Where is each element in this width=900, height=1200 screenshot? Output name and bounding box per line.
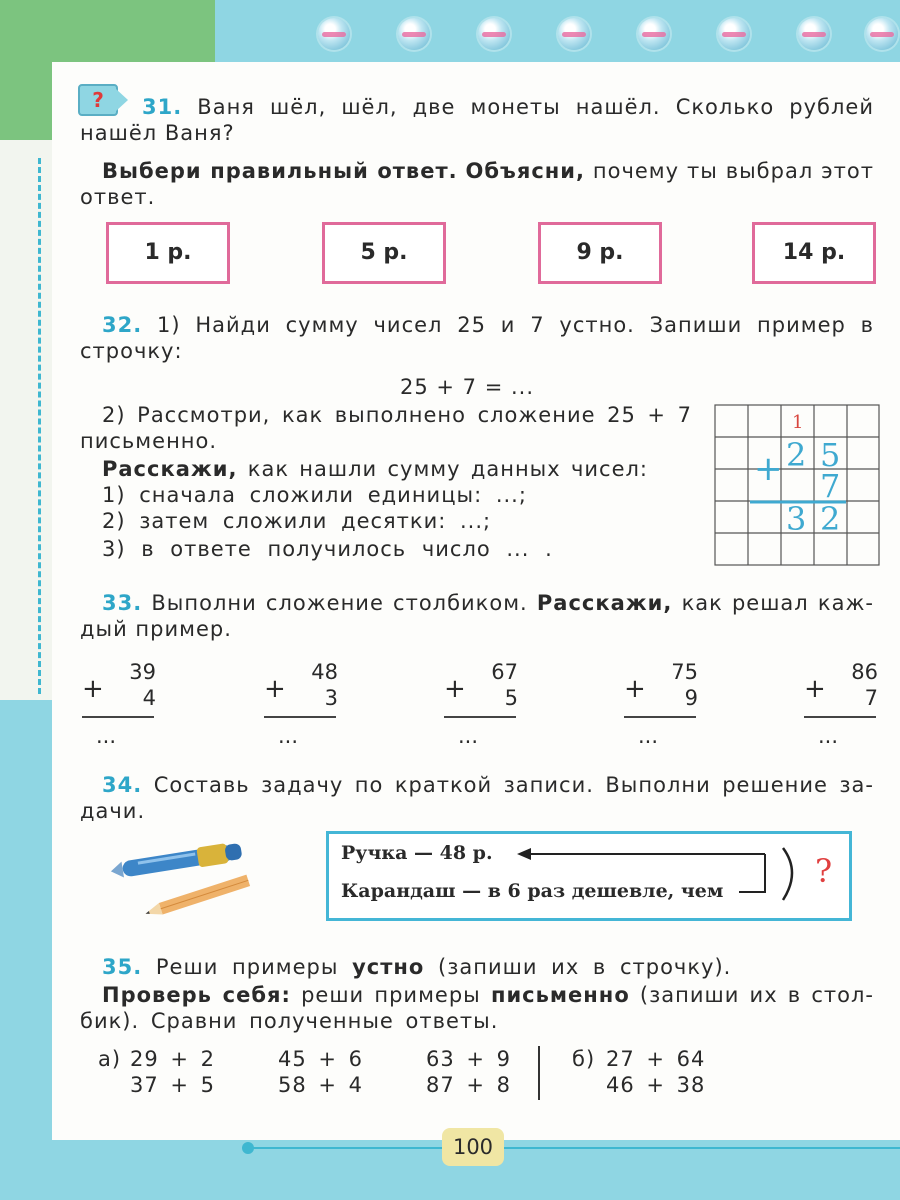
- ex35-line1: 35. Реши примеры устно (запиши их в строчку).: [102, 955, 732, 979]
- grid-result-tens: 3: [786, 500, 807, 538]
- ex31-line1: 31. Ваня шёл, шёл, две монеты нашёл. Сколько рублей: [142, 95, 874, 119]
- grid-result-units: 2: [820, 500, 841, 538]
- ex35-a3: 45 + 6: [278, 1047, 364, 1071]
- ex35-a4: 58 + 4: [278, 1073, 364, 1097]
- ex32-part2-line1: 2) Рассмотри, как выполнено сложение 25 + 7: [102, 403, 692, 427]
- answer-option-2[interactable]: 5 р.: [322, 222, 446, 284]
- grid-top-units: 5: [820, 436, 841, 474]
- ex32-line2: строчку:: [80, 339, 183, 363]
- carry-digit: 1: [792, 412, 804, 433]
- ex32-tell: Расскажи, как нашли сумму данных чисел:: [102, 457, 648, 481]
- grid-top-tens: 2: [786, 436, 807, 474]
- ex35-a2: 37 + 5: [130, 1073, 216, 1097]
- ex35-a1: 29 + 2: [130, 1047, 216, 1071]
- ex35-line2: Проверь себя: реши примеры письменно (запиши их в стол-: [102, 983, 874, 1007]
- ex35-divider: [538, 1046, 540, 1100]
- ex35-a6: 87 + 8: [426, 1073, 512, 1097]
- grid-plus-sign: +: [754, 449, 783, 489]
- page-number-dot: [242, 1142, 254, 1154]
- answer-option-1[interactable]: 1 р.: [106, 222, 230, 284]
- record-question-mark: ?: [815, 852, 833, 890]
- ex35-label-b: б): [572, 1047, 596, 1071]
- short-record-box: [326, 831, 852, 921]
- answer-option-3[interactable]: 9 р.: [538, 222, 662, 284]
- decorative-beads: [310, 14, 900, 54]
- ex33-line1: 33. Выполни сложение столбиком. Расскажи, как решал каж-: [102, 591, 874, 615]
- ex33-line2: дый пример.: [80, 617, 232, 641]
- ex32-part2-line2: письменно.: [80, 429, 218, 453]
- dashed-margin-line: [38, 158, 41, 694]
- addition-grid: [714, 404, 882, 572]
- grid-svg: [714, 404, 882, 568]
- ex32-step-2: 2) затем сложили десятки: ...;: [102, 509, 492, 533]
- ex32-example: 25 + 7 = ...: [400, 375, 535, 399]
- answer-option-4[interactable]: 14 р.: [752, 222, 876, 284]
- page-number: 100: [442, 1128, 504, 1166]
- record-pencil: Карандаш — в 6 раз дешевле, чем: [341, 880, 724, 902]
- grid-bottom-units: 7: [820, 467, 841, 505]
- page-number-line: [246, 1147, 900, 1149]
- ex35-b2: 46 + 38: [606, 1073, 706, 1097]
- ex31-instruction-line2: ответ.: [80, 185, 156, 209]
- record-arrows: [517, 842, 847, 912]
- ex34-line1: 34. Составь задачу по краткой записи. Выполни решение за-: [102, 773, 874, 797]
- ex35-label-a: а): [98, 1047, 122, 1071]
- ex31-instruction: Выбери правильный ответ. Объясни, почему ты выбрал этот: [102, 159, 874, 183]
- ex31-line2: нашёл Ваня?: [80, 121, 235, 145]
- ex35-b1: 27 + 64: [606, 1047, 706, 1071]
- ex32-step-1: 1) сначала сложили единицы: ...;: [102, 483, 527, 507]
- ex32-line1: 32. 1) Найди сумму чисел 25 и 7 устно. Запиши пример в: [102, 313, 874, 337]
- left-cyan-block: [0, 700, 52, 1160]
- ex34-line2: дачи.: [80, 799, 146, 823]
- ex35-a5: 63 + 9: [426, 1047, 512, 1071]
- question-badge-icon: ?: [78, 84, 118, 116]
- pen-and-pencil-icon: [108, 840, 258, 920]
- record-pen: Ручка — 48 р.: [341, 842, 493, 864]
- ex32-step-3: 3) в ответе получилось число ... .: [102, 537, 553, 561]
- ex35-line3: бик). Сравни полученные ответы.: [80, 1009, 499, 1033]
